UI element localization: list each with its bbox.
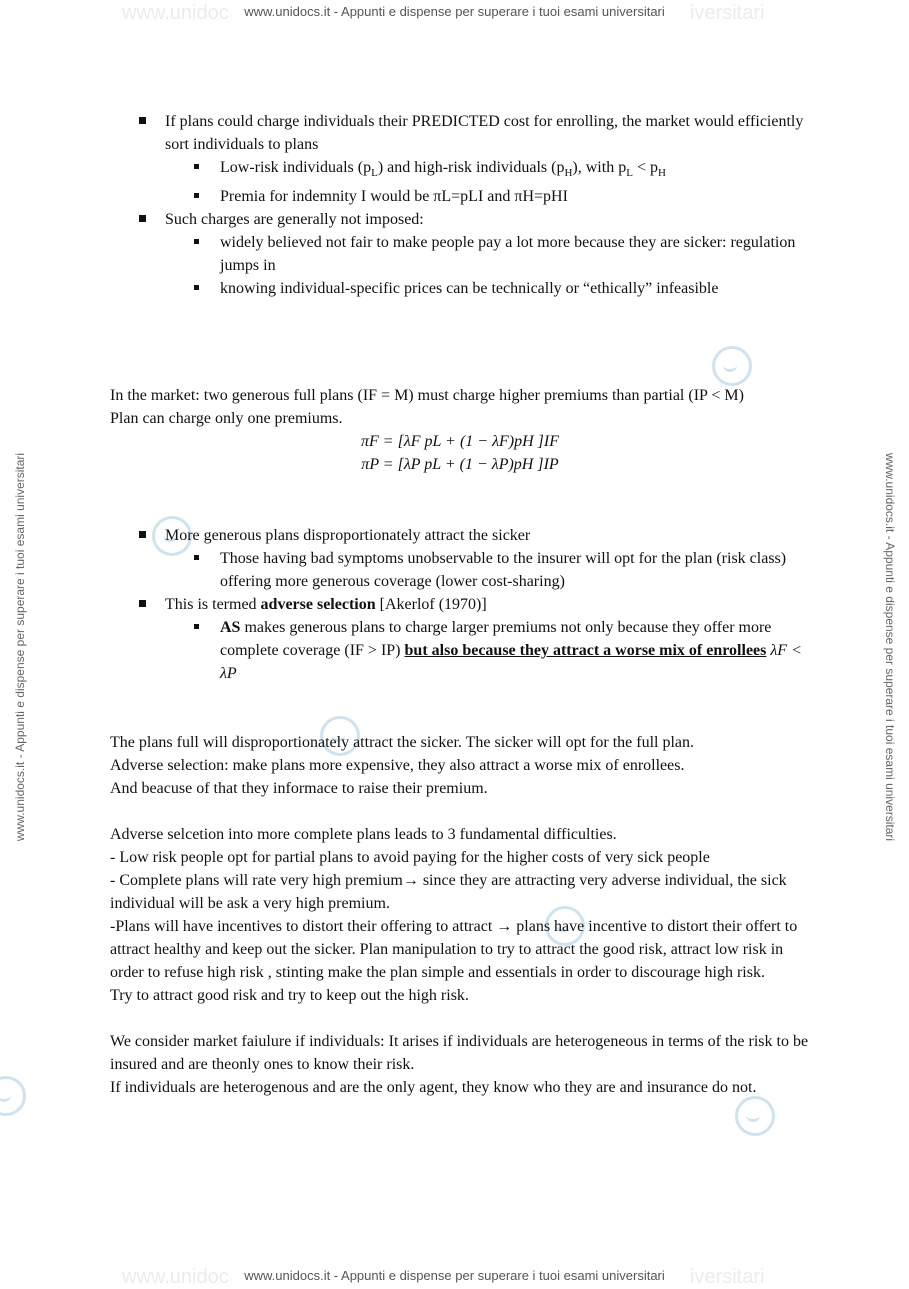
paragraph: -Plans will have incentives to distort their offering to attract → plans have incentive to distort their offert to attract healthy and keep out the sicker. Plan manipulation to try to attract the good risk, attract low risk in order to refuse high risk , stinting make the plan simple and essentials in order to discourage high risk.	[110, 918, 798, 982]
equation-full-premium: πF = [λF pL + (1 − λF)pH ]IF	[361, 433, 559, 451]
watermark-logo-icon	[0, 1076, 26, 1116]
watermark-right: www.unidocs.it - Appunti e dispense per superare i tuoi esami universitari	[883, 452, 897, 842]
equation-partial-premium: πP = [λP pL + (1 − λP)pH ]IP	[361, 456, 559, 474]
list-item: If plans could charge individuals their PREDICTED cost for enrolling, the market would efficiently sort individuals to plans Low-risk individuals $(p_L)$ and high-risk individuals $(p_H)$, with $p_L < p_H$ Premia for indemnity I would be πL=pLI and πH=pHI	[165, 110, 810, 208]
list-item: widely believed not fair to make people pay a lot more because they are sicker: regulation jumps in	[220, 231, 810, 277]
watermark-left: www.unidocs.it - Appunti e dispense per superare i tuoi esami universitari	[13, 452, 27, 842]
list-item: Premia for indemnity I would be πL=pLI and πH=pHI	[220, 185, 810, 208]
list-item: knowing individual-specific prices can be technically or “ethically” infeasible	[220, 277, 810, 300]
paragraph: Plan can charge only one premiums.	[110, 410, 343, 428]
paragraph: We consider market faiulure if individuals: It arises if individuals are heterogeneous in terms of the risk to be insured and are theonly ones to know their risk.	[110, 1033, 809, 1074]
paragraph: If individuals are heterogenous and are the only agent, they know who they are and insurance do not.	[110, 1079, 757, 1097]
list-item: More generous plans disproportionately attract the sicker Those having bad symptoms unobservable to the insurer will opt for the plan (risk class) offering more generous coverage (lower cost-sharing)	[165, 524, 810, 593]
bullet-list-adverse-selection	[110, 524, 810, 685]
paragraph: And beacuse of that they informace to raise their premium.	[110, 780, 488, 798]
paragraph: In the market: two generous full plans (IF = M) must charge higher premiums than partial (IP < M)	[110, 387, 744, 405]
watermark-ghost-right: iversitari	[690, 1266, 765, 1288]
list-item: Such charges are generally not imposed: widely believed not fair to make people pay a lot more because they are sicker: regulation jumps in knowing individual-specific prices can be technically or “ethically” infeasible	[165, 208, 810, 300]
document-body	[110, 110, 810, 1099]
paragraph: The plans full will disproportionately attract the sicker. The sicker will opt for the full plan.	[110, 734, 694, 752]
watermark-logo-icon	[735, 1096, 775, 1136]
bullet-list-pricing	[110, 110, 810, 300]
watermark-ghost-right: iversitari	[690, 2, 765, 24]
list-item: Those having bad symptoms unobservable to the insurer will opt for the plan (risk class) offering more generous coverage (lower cost-sharing)	[220, 547, 810, 593]
paragraph: Adverse selcetion into more complete plans leads to 3 fundamental difficulties.	[110, 826, 617, 844]
watermark-ghost-left: www.unidoc	[122, 1266, 229, 1288]
paragraph: - Low risk people opt for partial plans to avoid paying for the higher costs of very sick people	[110, 849, 710, 867]
list-item: Low-risk individuals $(p_L)$ and high-risk individuals $(p_H)$, with $p_L < p_H$	[220, 156, 810, 185]
paragraph: - Complete plans will rate very high premium→ since they are attracting very adverse individual, the sick individual will be ask a very high premium.	[110, 872, 787, 913]
watermark-header: www.unidocs.it - Appunti e dispense per superare i tuoi esami universitari	[244, 4, 665, 19]
watermark-footer: www.unidocs.it - Appunti e dispense per superare i tuoi esami universitari	[244, 1268, 665, 1283]
watermark-ghost-left: www.unidoc	[122, 2, 229, 24]
list-item: AS makes generous plans to charge larger premiums not only because they offer more complete coverage (IF > IP) but also because they attract a worse mix of enrollees λF < λP	[220, 616, 810, 685]
paragraph: Adverse selection: make plans more expensive, they also attract a worse mix of enrollees.	[110, 757, 685, 775]
list-item: This is termed adverse selection [Akerlof (1970)] AS makes generous plans to charge larger premiums not only because they offer more complete coverage (IF > IP) but also because they attract a worse mix of enrollees λF < λP	[165, 593, 810, 685]
paragraph: Try to attract good risk and try to keep out the high risk.	[110, 987, 469, 1005]
